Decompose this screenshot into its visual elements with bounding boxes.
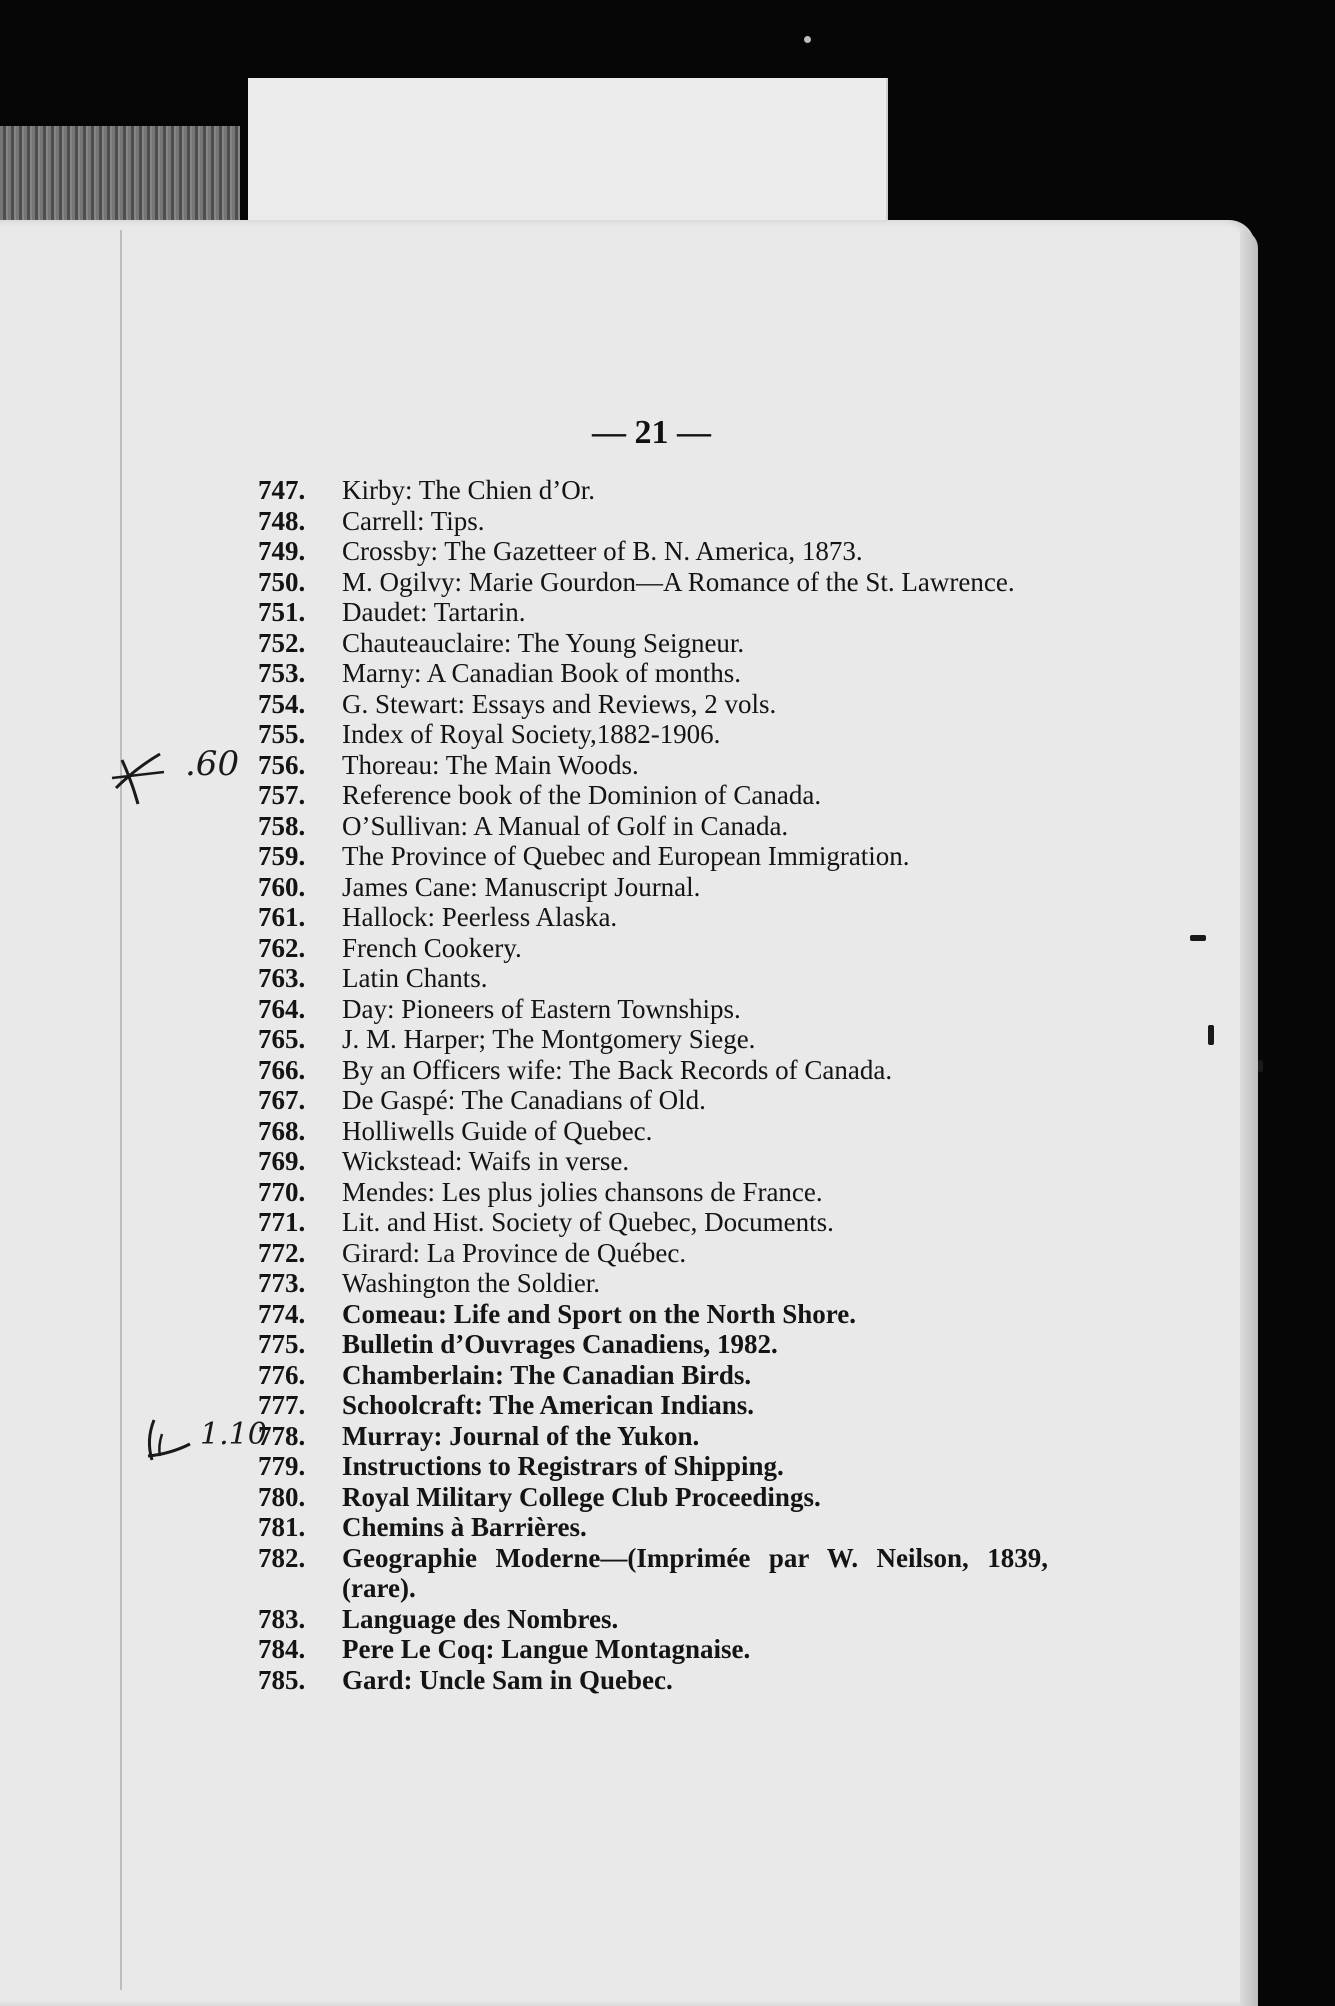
entry-number: 762.	[258, 932, 306, 963]
entry-title: Hallock: Peerless Alaska.	[342, 902, 618, 932]
entry-title: Wickstead: Waifs in verse.	[342, 1146, 630, 1176]
entry-number: 782.	[258, 1542, 306, 1573]
entry-number: 776.	[258, 1359, 306, 1390]
entry-number: 769.	[258, 1146, 306, 1176]
entry-title: Daudet: Tartarin.	[342, 597, 526, 627]
list-item	[258, 902, 1048, 933]
check-mark-icon	[140, 1416, 202, 1476]
entry-title: Instructions to Registrars of Shipping.	[342, 1451, 784, 1481]
list-item	[258, 719, 1048, 750]
entry-title: Lit. and Hist. Society of Quebec, Documents.	[342, 1207, 834, 1237]
entry-number: 757.	[258, 780, 306, 810]
entry-title: Index of Royal Society,1882-1906.	[342, 719, 721, 749]
entry-title: French Cookery.	[342, 932, 522, 963]
entry-title: Washington the Soldier.	[342, 1268, 601, 1298]
page-number-text: — 21 —	[592, 414, 711, 451]
list-item	[258, 1604, 1048, 1635]
ink-speck	[1208, 1025, 1214, 1045]
entry-number: 750.	[258, 566, 306, 597]
entry-number: 756.	[258, 749, 306, 780]
entry-number: 760.	[258, 871, 306, 902]
list-item	[258, 628, 1048, 659]
list-item	[258, 597, 1048, 628]
list-item	[258, 1421, 1048, 1452]
entry-title: Day: Pioneers of Eastern Townships.	[342, 993, 741, 1024]
list-item	[258, 1146, 1048, 1177]
list-item	[258, 1299, 1048, 1330]
entry-title: Latin Chants.	[342, 963, 488, 993]
list-item	[258, 536, 1048, 567]
entry-number: 761.	[258, 902, 306, 932]
entry-title: Chamberlain: The Canadian Birds.	[342, 1359, 752, 1390]
list-item	[258, 1512, 1048, 1543]
list-item	[258, 811, 1048, 842]
list-item	[258, 872, 1048, 903]
catalogue-list	[258, 475, 1048, 1695]
entry-number: 765.	[258, 1024, 306, 1054]
entry-title: James Cane: Manuscript Journal.	[342, 871, 701, 902]
entry-number: 751.	[258, 597, 306, 627]
entry-number: 774.	[258, 1298, 306, 1329]
entry-title: De Gaspé: The Canadians of Old.	[342, 1085, 706, 1115]
entry-number: 758.	[258, 810, 306, 841]
entry-title: Royal Military College Club Proceedings.	[342, 1481, 821, 1512]
entry-number: 748.	[258, 505, 306, 536]
entry-title: G. Stewart: Essays and Reviews, 2 vols.	[342, 688, 777, 719]
entry-title: Holliwells Guide of Quebec.	[342, 1115, 653, 1146]
gutter-line	[120, 230, 122, 1990]
list-item	[258, 933, 1048, 964]
list-item	[258, 1329, 1048, 1360]
entry-title: Schoolcraft: The American Indians.	[342, 1390, 755, 1420]
entry-title: Gard: Uncle Sam in Quebec.	[342, 1664, 673, 1695]
entry-number: 767.	[258, 1085, 306, 1115]
entry-title: Thoreau: The Main Woods.	[342, 749, 639, 780]
entry-number: 778.	[258, 1420, 306, 1451]
entry-title: Pere Le Coq: Langue Montagnaise.	[342, 1634, 751, 1664]
entry-number: 752.	[258, 627, 306, 658]
entry-number: 781.	[258, 1512, 306, 1542]
entry-number: 775.	[258, 1329, 306, 1359]
entry-number: 780.	[258, 1481, 306, 1512]
handwritten-price-777: 1.10	[200, 1417, 267, 1452]
entry-title: Chauteauclaire: The Young Seigneur.	[342, 627, 745, 658]
entry-title: O’Sullivan: A Manual of Golf in Canada.	[342, 810, 789, 841]
list-item	[258, 780, 1048, 811]
page-edge	[1240, 230, 1258, 2006]
check-mark-icon	[108, 748, 170, 808]
list-item	[258, 750, 1048, 781]
list-item	[258, 1268, 1048, 1299]
list-item	[258, 1482, 1048, 1513]
list-item	[258, 1207, 1048, 1238]
entry-number: 784.	[258, 1634, 306, 1664]
entry-title: Mendes: Les plus jolies chansons de France.	[342, 1176, 823, 1207]
list-item	[258, 1238, 1048, 1269]
entry-title: Kirby: The Chien d’Or.	[342, 475, 595, 505]
ink-speck	[1190, 935, 1206, 941]
binding-strip	[0, 126, 240, 222]
entry-number: 763.	[258, 963, 306, 993]
list-item	[258, 1665, 1048, 1696]
dust-speck	[804, 36, 811, 43]
entry-title: Murray: Journal of the Yukon.	[342, 1420, 700, 1451]
list-item	[258, 1634, 1048, 1665]
entry-title: Crossby: The Gazetteer of B. N. America, 1873.	[342, 536, 863, 566]
list-item	[258, 994, 1048, 1025]
entry-number: 785.	[258, 1664, 306, 1695]
entry-title: By an Officers wife: The Back Records of Canada.	[342, 1054, 893, 1085]
list-item	[258, 1116, 1048, 1147]
list-item	[258, 1543, 1048, 1604]
entry-title: Reference book of the Dominion of Canada.	[342, 780, 822, 810]
entry-number: 755.	[258, 719, 306, 749]
entry-title: Language des Nombres.	[342, 1603, 619, 1634]
entry-number: 754.	[258, 688, 306, 719]
handwritten-price-755: .60	[185, 744, 240, 784]
entry-title: Marny: A Canadian Book of months.	[342, 658, 741, 688]
entry-title: Girard: La Province de Québec.	[342, 1237, 687, 1268]
entry-title: Bulletin d’Ouvrages Canadiens, 1982.	[342, 1329, 778, 1359]
list-item	[258, 1177, 1048, 1208]
entry-number: 759.	[258, 841, 306, 871]
entry-title: Carrell: Tips.	[342, 505, 485, 536]
list-item	[258, 506, 1048, 537]
list-item	[258, 658, 1048, 689]
entry-number: 766.	[258, 1054, 306, 1085]
entry-number: 749.	[258, 536, 306, 566]
entry-number: 783.	[258, 1603, 306, 1634]
entry-number: 773.	[258, 1268, 306, 1298]
entry-number: 753.	[258, 658, 306, 688]
list-item	[258, 1390, 1048, 1421]
list-item	[258, 1085, 1048, 1116]
entry-number: 771.	[258, 1207, 306, 1237]
list-item	[258, 689, 1048, 720]
entry-title: Geographie Moderne—(Imprimée par W. Neilson, 1839, (rare).	[342, 1542, 1048, 1603]
entry-number: 770.	[258, 1176, 306, 1207]
entry-number: 747.	[258, 475, 306, 505]
list-item	[258, 1360, 1048, 1391]
entry-title: Comeau: Life and Sport on the North Shore.	[342, 1298, 857, 1329]
list-item	[258, 475, 1048, 506]
entry-number: 764.	[258, 993, 306, 1024]
entry-number: 777.	[258, 1390, 306, 1420]
entry-number: 768.	[258, 1115, 306, 1146]
ink-speck	[1258, 1060, 1263, 1072]
list-item	[258, 841, 1048, 872]
list-item	[258, 1055, 1048, 1086]
entry-number: 772.	[258, 1237, 306, 1268]
entry-number: 779.	[258, 1451, 306, 1481]
list-item	[258, 1024, 1048, 1055]
entry-title: M. Ogilvy: Marie Gourdon—A Romance of the St. Lawrence.	[342, 566, 1015, 597]
entry-title: The Province of Quebec and European Immigration.	[342, 841, 910, 871]
list-item	[258, 963, 1048, 994]
list-item	[258, 567, 1048, 598]
entry-title: J. M. Harper; The Montgomery Siege.	[342, 1024, 756, 1054]
entry-title: Chemins à Barrières.	[342, 1512, 587, 1542]
list-item	[258, 1451, 1048, 1482]
